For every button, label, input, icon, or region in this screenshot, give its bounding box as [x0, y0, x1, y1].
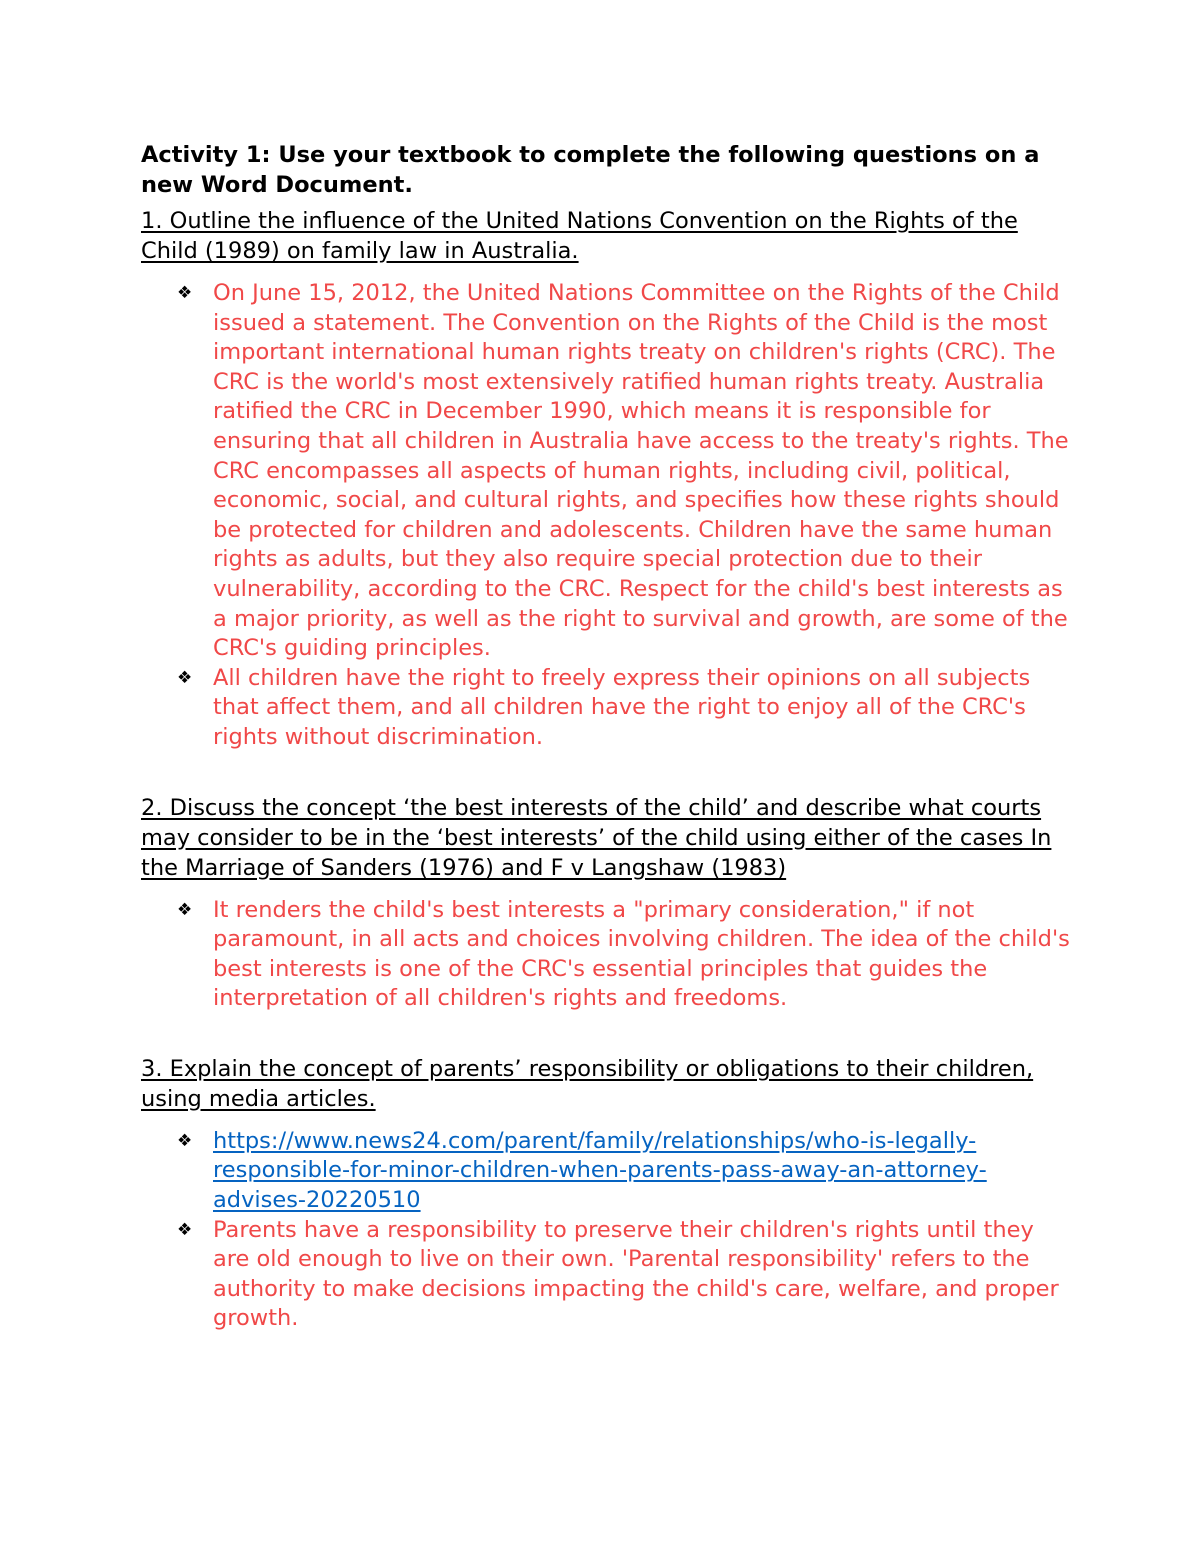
activity-title: Activity 1: Use your textbook to complete the following questions on a new Word Document. [141, 142, 1040, 198]
list-item [177, 1216, 1071, 1334]
news24-article-link[interactable]: https://www.news24.com/parent/family/relationships/who-is-legally-responsible-for-minor-children-when-parents-pass-away-an-attorney-advises-20220510 [213, 1127, 987, 1214]
question-3-answers [141, 1127, 1071, 1334]
diamond-bullet-icon: ❖ [177, 899, 193, 920]
answer-text: On June 15, 2012, the United Nations Committee on the Rights of the Child issued a statement. The Convention on the Rights of the Child is the most important international human rights treaty on children's rights (CRC). The CRC is the world's most extensively ratified human rights treaty. Australia ratified the CRC in December 1990, which means it is responsible for ensuring that all children in Australia have access to the treaty's rights. The CRC encompasses all aspects of human rights, including civil, political, economic, social, and cultural rights, and specifies how these rights should be protected for children and adolescents. Children have the same human rights as adults, but they also require special protection due to their vulnerability, according to the CRC. Respect for the child's best interests as a major priority, as well as the right to survival and growth, are some of the CRC's guiding principles. [213, 280, 1069, 662]
answer-text: All children have the right to freely express their opinions on all subjects that affect them, and all children have the right to enjoy all of the CRC's rights without discrimination. [213, 664, 1031, 750]
diamond-bullet-icon: ❖ [177, 1219, 193, 1240]
list-item [177, 279, 1071, 664]
list-item [177, 1127, 1071, 1216]
answer-text: It renders the child's best interests a "primary consideration," if not paramount, in all acts and choices involving children. The idea of the child's best interests is one of the CRC's essential principles that guides the interpretation of all children's rights and freedoms. [213, 896, 1070, 1012]
question-2-answers [141, 896, 1071, 1014]
list-item [177, 664, 1071, 753]
diamond-bullet-icon: ❖ [177, 667, 193, 688]
document-page [141, 140, 1071, 1334]
question-1: 1. Outline the influence of the United Nations Convention on the Rights of the Child (1989) on family law in Australia. [141, 208, 1018, 264]
list-item [177, 896, 1071, 1014]
diamond-bullet-icon: ❖ [177, 283, 193, 303]
diamond-bullet-icon: ❖ [177, 1130, 193, 1151]
question-2: 2. Discuss the concept ‘the best interests of the child’ and describe what courts may consider to be in the ‘best interests’ of the child using either of the cases In the Marriage of Sanders (1976) and F v Langshaw (1983) [141, 794, 1052, 881]
question-3: 3. Explain the concept of parents’ responsibility or obligations to their children, using media articles. [141, 1055, 1034, 1112]
answer-text: Parents have a responsibility to preserve their children's rights until they are old enough to live on their own. 'Parental responsibility' refers to the authority to make decisions impacting the child's care, welfare, and proper growth. [213, 1216, 1059, 1332]
question-1-answers [141, 279, 1071, 753]
